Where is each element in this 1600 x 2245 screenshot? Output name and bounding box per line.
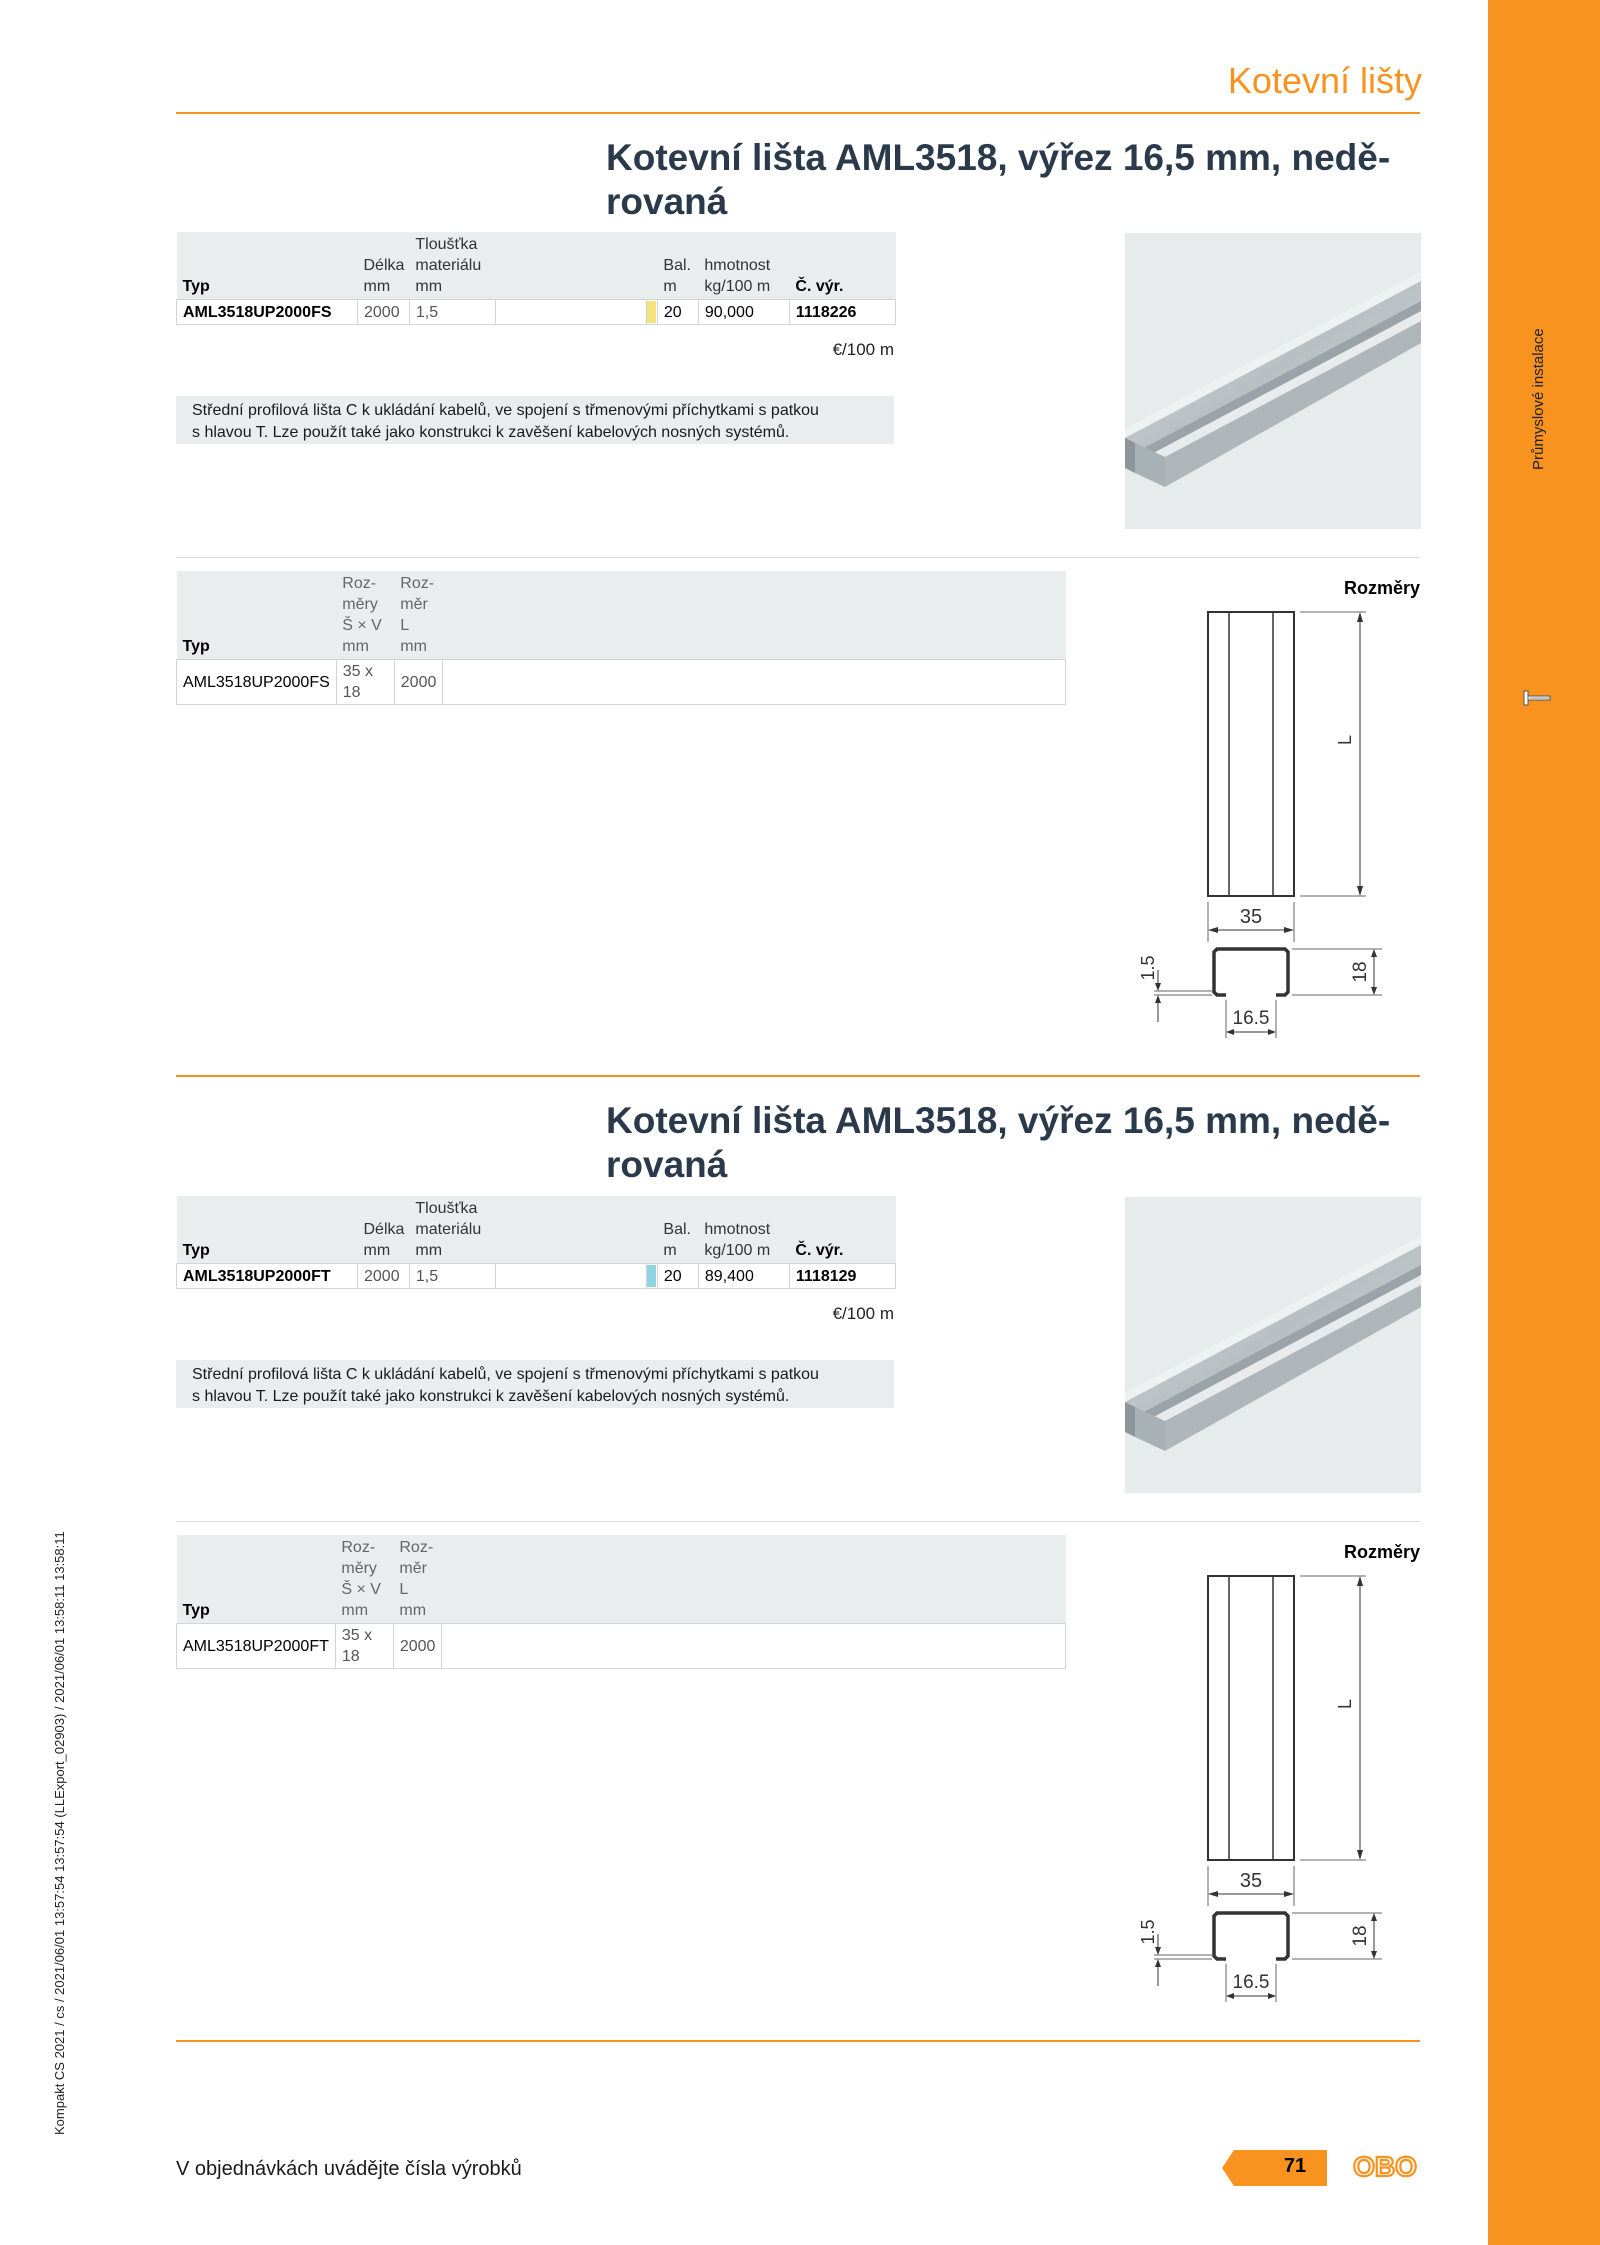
table-row [177,300,896,325]
description [176,396,894,444]
col-rozmer: Roz- měr L mm [394,571,443,660]
product-photo [1125,1197,1421,1493]
col-rozmer: Roz- měr L mm [393,1535,442,1624]
dim-table-wrap [176,1535,1066,1669]
cell-rozmer: 2000 [393,1624,442,1669]
dimension-drawing [1120,590,1430,1062]
product-table-header [177,1196,896,1264]
section-rule [176,2040,1420,2042]
description [176,1360,894,1408]
thickness-label: 1.5 [1138,1919,1158,1945]
dim-table-header [177,571,1066,660]
cell-hmotnost: 89,400 [698,1264,789,1289]
cell-spacer [442,1624,1066,1669]
page-title: Kotevní lišty [1227,60,1422,101]
color-marker [647,301,656,323]
cell-delka: 2000 [358,1264,410,1289]
length-label: L [1335,734,1355,746]
print-info: Kompakt CS 2021 / cs / 2021/06/01 13:57:54 13:57:54 (LLExport_02903) / 2021/06/01 13:58:11 13:58:11 [52,1531,67,2135]
cell-c-vyr: 1118226 [789,300,895,325]
footer-note: V objednávkách uvádějte čísla výrobků [176,2158,522,2180]
cell-delka: 2000 [358,300,410,325]
cell-tloustka: 1,5 [409,1264,495,1289]
divider [176,1521,1420,1522]
col-delka: Délka mm [358,232,410,300]
anchor-rail-icon [1522,688,1554,710]
col-hmotnost: hmotnost kg/100 m [698,1196,789,1264]
cell-typ: AML3518UP2000FS [177,660,337,705]
cell-bal: 20 [657,300,698,325]
logo-text: OBO [1353,2151,1417,2182]
dim-table [176,1535,1066,1669]
col-rozmery: Roz- měry Š × V mm [336,571,394,660]
col-delka: Délka mm [358,1196,410,1264]
section-title-line1: Kotevní lišta AML3518, výřez 16,5 mm, nedě- [606,1100,1391,1141]
dimensions-label: Rozměry [1343,578,1420,598]
product-table-header [177,232,896,300]
price-unit: €/100 m [832,1304,894,1323]
cell-bal: 20 [657,1264,698,1289]
product-table-wrap [176,232,896,325]
height-label: 18 [1350,961,1371,983]
cell-marker [646,1264,657,1289]
width-label: 35 [1239,906,1263,928]
table-row [177,1264,896,1289]
col-spacer [495,232,646,300]
col-c-vyr: Č. výr. [789,1196,895,1264]
dimension-drawing [1120,1554,1430,2026]
dim-table-wrap [176,571,1066,705]
cell-tloustka: 1,5 [409,300,495,325]
price-unit: €/100 m [832,340,894,359]
height-label: 18 [1350,1925,1371,1947]
length-label: L [1335,1698,1355,1710]
description-line1: Střední profilová lišta C k ukládání kabelů, ve spojení s třmenovými příchytkami s patkou [192,1366,819,1383]
dim-table [176,571,1066,705]
col-hmotnost: hmotnost kg/100 m [698,232,789,300]
table-row [177,1624,1066,1669]
col-marker [646,232,657,300]
dimensions-label: Rozměry [1343,1542,1420,1562]
col-tloustka: Tloušťka materiálu mm [409,1196,495,1264]
col-spacer [442,1535,1066,1624]
col-tloustka: Tloušťka materiálu mm [409,232,495,300]
cell-rozmery: 35 x 18 [336,660,394,705]
cell-spacer [443,660,1066,705]
col-rozmery: Roz- měry Š × V mm [335,1535,393,1624]
col-bal: Bal. m [657,1196,698,1264]
product-table-wrap [176,1196,896,1289]
col-typ: Typ [177,571,337,660]
cell-c-vyr: 1118129 [789,1264,895,1289]
col-spacer [443,571,1066,660]
col-bal: Bal. m [657,232,698,300]
cell-rozmer: 2000 [394,660,443,705]
product-photo [1125,233,1421,529]
cell-typ: AML3518UP2000FT [177,1264,358,1289]
color-marker [647,1265,656,1287]
cell-marker [646,300,657,325]
section-title-line2: rovaná [606,181,728,222]
section-title [606,1099,1426,1187]
cell-typ: AML3518UP2000FS [177,300,358,325]
col-typ: Typ [177,232,358,300]
section-title-line2: rovaná [606,1144,728,1185]
cell-typ: AML3518UP2000FT [177,1624,336,1669]
obo-logo [1345,2150,1425,2184]
description-line2: s hlavou T. Lze použít také jako konstrukci k zavěšení kabelových nosných systémů. [192,1388,790,1405]
thickness-label: 1.5 [1138,955,1158,981]
description-line2: s hlavou T. Lze použít také jako konstrukci k zavěšení kabelových nosných systémů. [192,424,790,441]
cell-hmotnost: 90,000 [698,300,789,325]
col-typ: Typ [177,1196,358,1264]
section-rule [176,1075,1420,1077]
slot-label: 16.5 [1232,1008,1270,1029]
description-line1: Střední profilová lišta C k ukládání kabelů, ve spojení s třmenovými příchytkami s patkou [192,402,819,419]
cell-spacer [495,300,646,325]
col-typ: Typ [177,1535,336,1624]
section-title-line1: Kotevní lišta AML3518, výřez 16,5 mm, nedě- [606,137,1391,178]
product-table [176,232,896,325]
width-label: 35 [1239,1870,1263,1892]
side-category-label: Průmyslové instalace [1530,328,1547,470]
dim-table-header [177,1535,1066,1624]
cell-rozmery: 35 x 18 [335,1624,393,1669]
divider [176,557,1420,558]
header-rule [176,112,1420,114]
col-spacer [495,1196,646,1264]
col-c-vyr: Č. výr. [789,232,895,300]
slot-label: 16.5 [1232,1972,1270,1993]
section-title [606,136,1426,224]
page-number: 71 [1283,2155,1307,2177]
cell-spacer [495,1264,646,1289]
table-row [177,660,1066,705]
product-table [176,1196,896,1289]
col-marker [646,1196,657,1264]
